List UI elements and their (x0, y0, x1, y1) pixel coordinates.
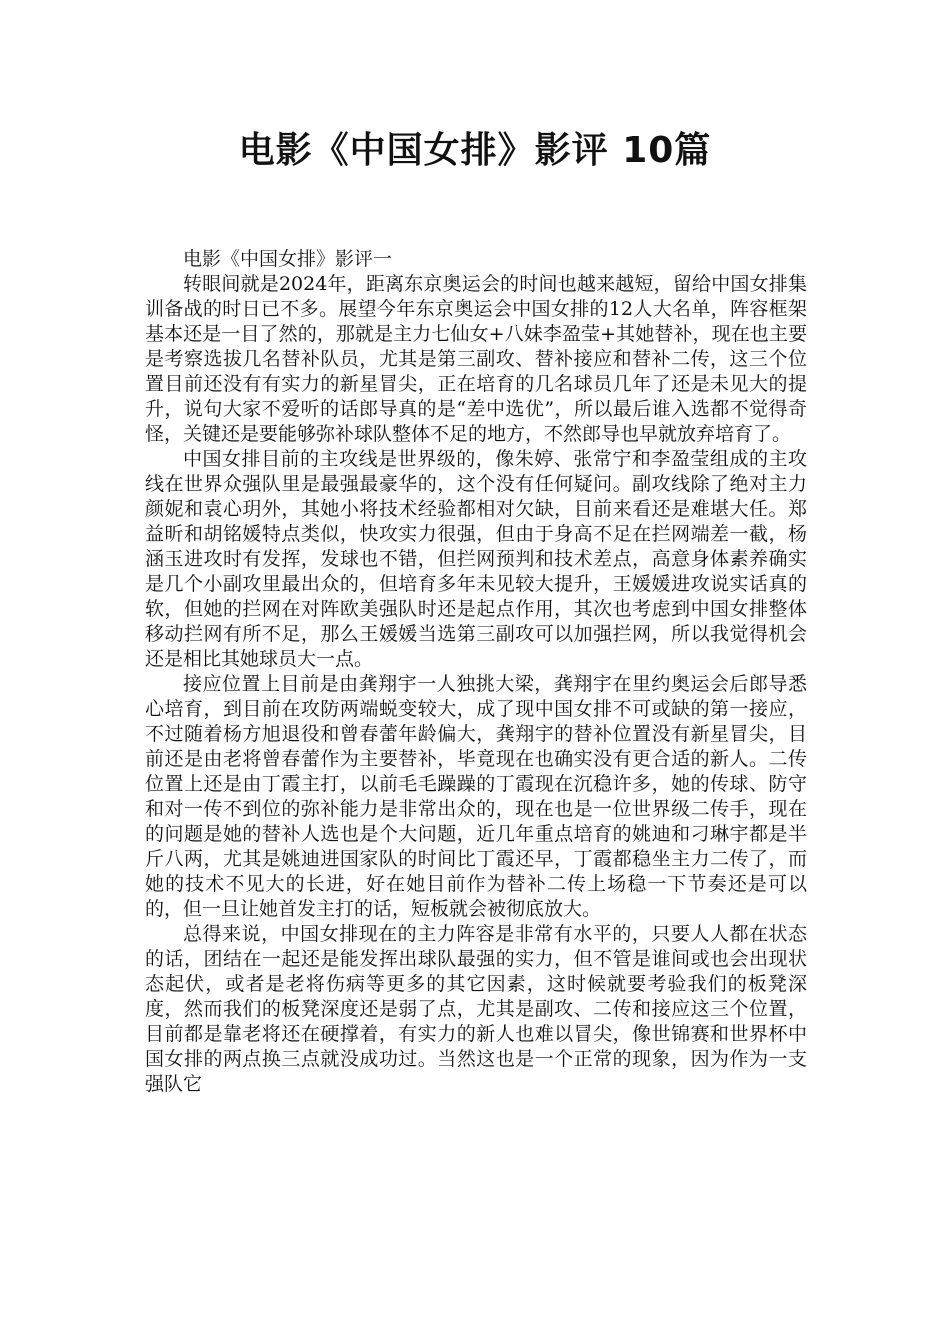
paragraph-2: 中国女排目前的主攻线是世界级的，像朱婷、张常宁和李盈莹组成的主攻线在世界众强队里是最强最豪华的，这个没有任何疑问。副攻线除了绝对主力颜妮和袁心玥外，其她小将技术经验都相对欠缺，目前来看还是难堪大任。郑益昕和胡铭媛特点类似，快攻实力很强，但由于身高不足在拦网端差一截，杨涵玉进攻时有发挥，发球也不错，但拦网预判和技术差点，高意身体素养确实是几个小副攻里最出众的，但培育多年未见较大提升，王媛媛进攻说实话真的软，但她的拦网在对阵欧美强队时还是起点作用，其次也考虑到中国女排整体移动拦网有所不足，那么王媛媛当选第三副攻可以加强拦网，所以我觉得机会还是相比其她球员大一点。 (145, 448, 807, 670)
document-body (145, 247, 807, 1097)
paragraph-4: 总得来说，中国女排现在的主力阵容是非常有水平的，只要人人都在状态的话，团结在一起还是能发挥出球队最强的实力，但不管是谁间或也会出现状态起伏，或者是老将伤病等更多的其它因素，这时候就要考验我们的板凳深度，然而我们的板凳深度还是弱了点，尤其是副攻、二传和接应这三个位置，目前都是靠老将还在硬撑着，有实力的新人也难以冒尖，像世锦赛和世界杯中国女排的两点换三点就没成功过。当然这也是一个正常的现象，因为作为一支强队它 (145, 923, 807, 1095)
section-heading: 电影《中国女排》影评一 (183, 248, 393, 270)
paragraph-1: 转眼间就是2024年，距离东京奥运会的时间也越来越短，留给中国女排集训备战的时日已不多。展望今年东京奥运会中国女排的12人大名单，阵容框架基本还是一目了然的，那就是主力七仙女+八妹李盈莹+其她替补，现在也主要是考察选拔几名替补队员，尤其是第三副攻、替补接应和替补二传，这三个位置目前还没有有实力的新星冒尖，正在培育的几名球员几年了还是未见大的提升，说句大家不爱听的话郎导真的是“差中选优”，所以最后谁入选都不觉得奇怪，关键还是要能够弥补球队整体不足的地方，不然郎导也早就放弃培育了。 (145, 273, 807, 445)
document-title: 电影《中国女排》影评 10篇 (238, 130, 712, 171)
paragraph-3: 接应位置上目前是由龚翔宇一人独挑大梁，龚翔宇在里约奥运会后郎导悉心培育，到目前在攻防两端蜕变较大，成了现中国女排不可或缺的第一接应，不过随着杨方旭退役和曾春蕾年龄偏大，龚翔宇的替补位置没有新星冒尖，目前还是由老将曾春蕾作为主要替补，毕竟现在也确实没有更合适的新人。二传位置上还是由丁霞主打，以前毛毛躁躁的丁霞现在沉稳许多，她的传球、防守和对一传不到位的弥补能力是非常出众的，现在也是一位世界级二传手，现在的问题是她的替补人选也是个大问题，近几年重点培育的姚迪和刁琳宇都是半斤八两，尤其是姚迪进国家队的时间比丁霞还早，丁霞都稳坐主力二传了，而她的技术不见大的长进，好在她目前作为替补二传上场稳一下节奏还是可以的，但一旦让她首发主打的话，短板就会被彻底放大。 (145, 673, 807, 920)
